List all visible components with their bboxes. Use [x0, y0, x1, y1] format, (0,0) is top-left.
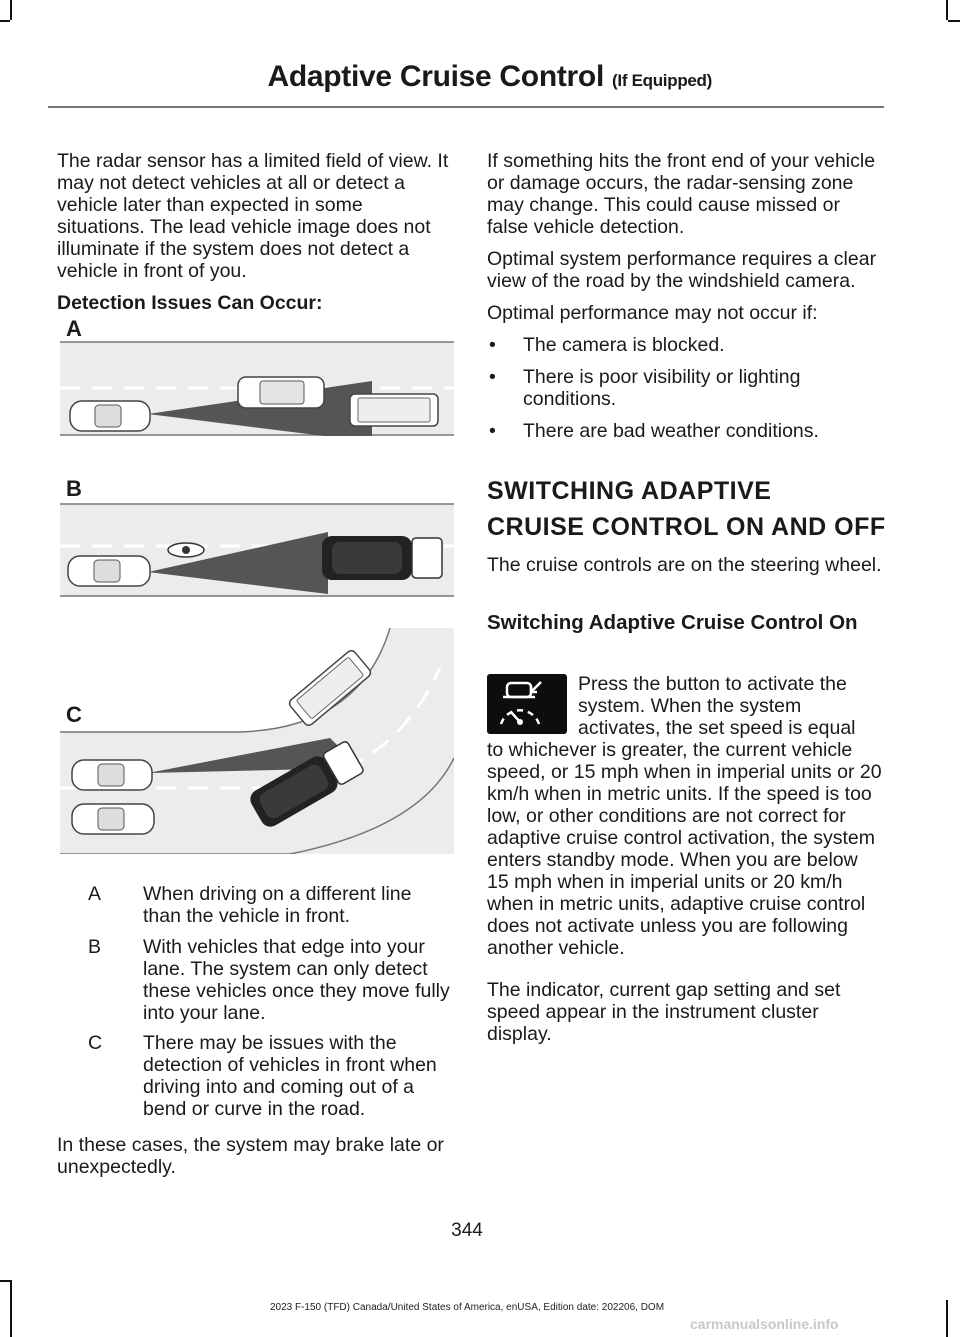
crop-mark [0, 20, 10, 22]
page-number: 344 [451, 1220, 483, 1241]
section-heading-line2: CRUISE CONTROL ON AND OFF [487, 513, 886, 541]
right-column [487, 150, 883, 452]
title-subtitle: (If Equipped) [612, 71, 712, 90]
figure-label-a: A [66, 316, 82, 341]
left-outro [57, 1134, 453, 1188]
figure-c [60, 628, 454, 854]
crop-mark [946, 0, 948, 20]
diagram-curve [60, 628, 454, 854]
motorcycle-icon [168, 543, 204, 557]
outro-paragraph: In these cases, the system may brake late or unexpectedly. [57, 1134, 444, 1178]
crop-mark [10, 0, 12, 20]
page-title [0, 60, 712, 94]
adaptive-cruise-control-icon [487, 674, 567, 734]
paragraph: The indicator, current gap setting and set speed appear in the instrument cluster display. [487, 979, 841, 1045]
van-icon [350, 394, 438, 426]
car-icon [70, 401, 150, 431]
figure-b [60, 476, 454, 600]
legend-text: When driving on a different line than the vehicle in front. [143, 883, 412, 927]
footer-text: 2023 F-150 (TFD) Canada/United States of America, enUSA, Edition date: 202206, DOM [269, 1302, 665, 1313]
section-heading-line1: SWITCHING ADAPTIVE [487, 477, 772, 505]
intro-paragraph: The radar sensor has a limited field of view. It may not detect vehicles at all or detect a vehicle later than expected in some situations. The lead vehicle image does not illuminate if the system does not detect a vehicle in front of you. [57, 150, 449, 282]
car-icon [72, 804, 154, 834]
left-intro [57, 150, 453, 324]
diagram-edging-vehicle [60, 476, 454, 600]
legend-key: B [88, 936, 102, 958]
tanker-truck-icon [322, 536, 442, 580]
right-p4 [487, 554, 883, 586]
sub-heading: Switching Adaptive Cruise Control On [487, 611, 858, 634]
title-text: Adaptive Cruise Control [267, 60, 604, 93]
list-item: • There are bad weather conditions. [487, 420, 883, 442]
paragraph: Optimal performance may not occur if: [487, 302, 818, 324]
detection-heading: Detection Issues Can Occur: [57, 292, 323, 314]
figure-label-b: B [66, 476, 82, 501]
paragraph: If something hits the front end of your vehicle or damage occurs, the radar-sensing zone may change. This could cause missed or false vehicle detection. [487, 150, 876, 238]
legend-text: There may be issues with the detection of vehicles in front when driving into and coming out of a bend or curve in the road. [143, 1032, 437, 1120]
paragraph: The cruise controls are on the steering wheel. [487, 554, 882, 576]
paragraph: Press the button to activate the system. When the system activates, the set speed is equal [578, 673, 856, 739]
right-p5-rest [487, 739, 883, 1055]
section-heading [487, 476, 907, 542]
crop-mark [0, 1280, 10, 1282]
right-p5-wrap [578, 673, 883, 739]
crop-mark [948, 20, 960, 22]
list-item: • There is poor visibility or lighting conditions. [487, 366, 883, 410]
car-icon [68, 556, 150, 586]
watermark: carmanualsonline.info [690, 1316, 839, 1332]
suv-icon [238, 377, 324, 408]
legend-key: A [88, 883, 102, 905]
diagram-offset-lane [60, 316, 454, 436]
list-item: • The camera is blocked. [487, 334, 883, 356]
car-icon [72, 760, 152, 790]
conditions-list [487, 334, 883, 442]
paragraph: to whichever is greater, the current vehicle speed, or 15 mph when in imperial units or 20 km/h when in metric units. If the speed is too low, or other conditions are not correct for adaptive cruise control activation, the system enters standby mode. When you are below 15 mph when in imperial units or 20 km/h when in metric units, adaptive cruise control does not activate unless you are following another vehicle. [487, 739, 882, 959]
header-rule [48, 106, 884, 108]
figure-a [60, 316, 454, 436]
figure-label-c: C [66, 702, 82, 727]
adaptive-cruise-control-icon [487, 674, 567, 734]
crop-mark [946, 1300, 948, 1337]
legend-key: C [88, 1032, 103, 1054]
paragraph: Optimal system performance requires a clear view of the road by the windshield camera. [487, 248, 877, 292]
sub-heading-block [487, 612, 887, 634]
legend-text: With vehicles that edge into your lane. The system can only detect these vehicles once they move fully into your lane. [143, 936, 450, 1024]
